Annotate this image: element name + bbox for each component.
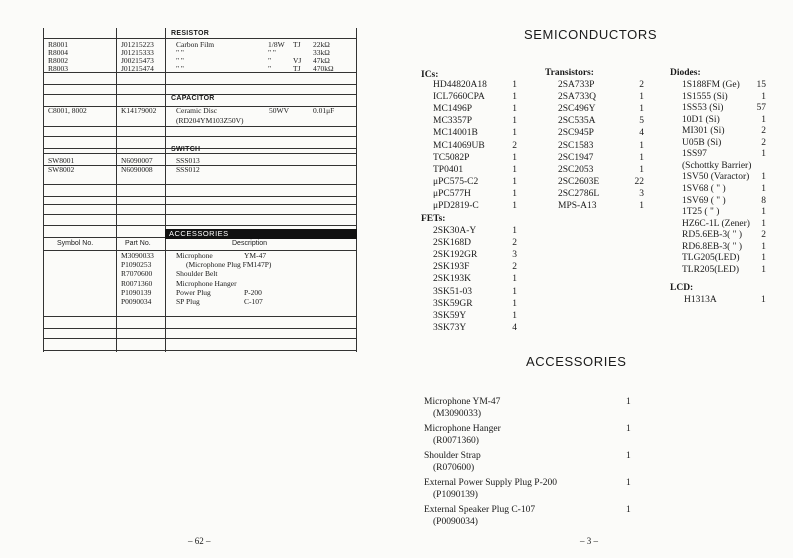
diode-item-qty: 2 (761, 126, 766, 137)
diode-item-name: HZ6C-1L (Zener) (682, 218, 750, 229)
col-part-header: Part No. (125, 240, 151, 247)
transistor-item-name: 2SC2603E (558, 176, 600, 187)
resistor-part: J01215474 (121, 64, 154, 73)
switch-heading: SWITCH (171, 146, 201, 153)
accessory-item-qty: 1 (626, 505, 631, 515)
diodes-heading: Diodes: (670, 68, 701, 78)
ic-item-name: MC14001B (433, 128, 478, 139)
diode-item-name: 10D1 (Si) (682, 114, 720, 125)
left-page-number: – 62 – (188, 536, 211, 546)
fet-item-name: 3SK51-03 (433, 286, 473, 297)
ic-item-name: MC1496P (433, 104, 473, 115)
capacitor-part: K14179002 (121, 106, 157, 115)
fet-item-name: 3SK73Y (433, 322, 467, 333)
diode-item-qty: 1 (761, 183, 766, 194)
resistor-symbol: R8004 (48, 48, 69, 57)
accessory-item-qty: 1 (626, 424, 631, 434)
transistor-item-name: 2SA733Q (558, 92, 597, 103)
accessories-title: ACCESSORIES (526, 354, 627, 369)
semiconductors-title: SEMICONDUCTORS (524, 27, 658, 42)
resistor-part: J00215473 (121, 56, 154, 65)
diode-item-qty: 1 (761, 253, 766, 264)
fet-item-name: 3SK59Y (433, 310, 467, 321)
diode-item-qty: 15 (756, 80, 766, 90)
lcd-heading: LCD: (670, 283, 694, 293)
transistor-item-name: 2SC535A (558, 116, 596, 127)
ic-item-name: MC14069UB (433, 140, 485, 151)
transistor-item-name: 2SC2786L (558, 188, 600, 199)
transistor-item-qty: 1 (639, 164, 644, 175)
diode-item-name: U05B (Si) (682, 137, 722, 148)
accessory-desc: SP Plug (176, 297, 200, 306)
transistor-item-name: 2SC945P (558, 128, 594, 139)
ic-item-name: μPD2819-C (433, 201, 479, 211)
resistor-desc: " " (176, 56, 184, 65)
accessory-model: YM-47 (244, 251, 267, 260)
accessory-part: M3090033 (121, 251, 154, 260)
transistor-item-name: MPS-A13 (558, 201, 597, 211)
diode-item-qty: 1 (761, 149, 766, 160)
diode-item-name: 1S188FM (Ge) (682, 80, 740, 90)
diode-item-qty: 1 (761, 241, 766, 252)
capacitor-desc-2: (RD204YM103Z50V) (176, 116, 244, 125)
resistor-tolerance: VJ (293, 56, 302, 65)
accessory-item-qty: 1 (626, 451, 631, 461)
diode-item-name: 1SV68 ( " ) (682, 183, 726, 194)
diode-item-qty: 8 (761, 195, 766, 206)
resistor-value: 47kΩ (313, 56, 330, 65)
resistor-part: J01215223 (121, 40, 154, 49)
diode-item-name: 1SS97 (682, 149, 707, 160)
diode-item-qty: 1 (761, 264, 766, 275)
transistor-item-qty: 3 (639, 188, 644, 199)
ic-item-qty: 1 (512, 152, 517, 163)
resistor-heading: RESISTOR (171, 30, 210, 37)
fet-item-qty: 4 (512, 322, 517, 333)
resistor-value: 22kΩ (313, 40, 330, 49)
fet-item-name: 2SK168D (433, 238, 472, 249)
accessory-part: P1090139 (121, 287, 152, 297)
transistor-item-qty: 1 (639, 92, 644, 103)
fet-item-name: 2SK193F (433, 262, 470, 273)
accessory-item-code: (P0090034) (433, 517, 478, 527)
capacitor-heading: CAPACITOR (171, 95, 215, 102)
ic-item-name: HD44820A18 (433, 80, 487, 90)
accessory-item-name: External Speaker Plug C-107 (424, 505, 536, 515)
diode-item-qty: 1 (761, 207, 766, 218)
diode-item-name: RD6.8EB-3( " ) (682, 241, 743, 252)
resistor-desc: " " (176, 64, 184, 73)
lcd-item-qty: 1 (761, 295, 766, 305)
transistors-heading: Transistors: (545, 68, 594, 78)
accessory-desc: Microphone Hanger (176, 278, 237, 288)
transistor-item-qty: 1 (639, 104, 644, 115)
accessory-item-name: Microphone YM-47 (424, 397, 501, 407)
diode-item-name: 1S1555 (Si) (682, 91, 728, 102)
accessory-part: P1090253 (121, 260, 152, 270)
ic-item-qty: 1 (512, 164, 517, 175)
resistor-tolerance: TJ (293, 40, 301, 49)
switch-part: N6090008 (121, 165, 153, 174)
accessory-item-name: Shoulder Strap (424, 451, 481, 461)
col-desc-header: Description (232, 240, 268, 247)
switch-desc: SSS013 (176, 156, 200, 165)
resistor-value: 33kΩ (313, 48, 330, 57)
transistor-item-qty: 5 (639, 116, 644, 127)
diode-item-name: RD5.6EB-3( " ) (682, 230, 743, 241)
transistor-item-qty: 2 (639, 80, 644, 90)
fet-item-qty: 1 (512, 298, 517, 309)
fet-item-qty: 2 (512, 262, 517, 273)
switch-symbol: SW8002 (48, 165, 75, 174)
diode-item-qty: 2 (761, 137, 766, 148)
ic-item-qty: 1 (512, 104, 517, 115)
switch-symbol: SW8001 (48, 156, 75, 165)
accessory-item-name: External Power Supply Plug P-200 (424, 478, 557, 488)
fet-item-name: 2SK30A-Y (433, 226, 477, 236)
transistor-item-qty: 1 (639, 152, 644, 163)
transistor-item-name: 2SC2053 (558, 164, 594, 175)
ic-item-qty: 1 (512, 80, 517, 90)
resistor-rating: " (268, 64, 272, 73)
fet-item-qty: 1 (512, 310, 517, 321)
accessory-model: P-200 (244, 287, 262, 297)
diode-item-name: 1SV69 ( " ) (682, 195, 726, 206)
diode-item-qty: 57 (756, 103, 766, 114)
diode-item-qty: 1 (761, 91, 766, 102)
accessory-item-qty: 1 (626, 397, 631, 407)
accessory-part: P0090034 (121, 297, 152, 306)
fet-item-name: 2SK192GR (433, 250, 478, 261)
diode-item-name: 1SV50 (Varactor) (682, 172, 750, 183)
diode-item-qty: 1 (761, 172, 766, 183)
accessory-model: C-107 (244, 297, 263, 306)
diode-item-name: (Schottky Barrier) (682, 160, 752, 171)
fet-item-qty: 1 (512, 286, 517, 297)
ics-heading: ICs: (421, 70, 439, 80)
fet-item-name: 2SK193K (433, 274, 472, 285)
diode-item-name: 1SS53 (Si) (682, 103, 724, 114)
ic-item-name: μPC575-C2 (433, 176, 479, 187)
fets-heading: FETs: (421, 214, 446, 224)
resistor-symbol: R8002 (48, 56, 69, 65)
ic-item-qty: 1 (512, 201, 517, 211)
accessory-item-code: (R070600) (433, 463, 475, 473)
col-symbol-header: Symbol No. (57, 240, 94, 247)
resistor-rating: 1/8W (268, 40, 285, 49)
accessory-item-name: Microphone Hanger (424, 424, 501, 434)
ic-item-name: MC3357P (433, 116, 473, 127)
transistor-item-qty: 1 (639, 201, 644, 211)
ic-item-qty: 1 (512, 128, 517, 139)
capacitor-desc: Ceramic Disc (176, 106, 218, 115)
ic-item-name: TP0401 (433, 164, 464, 175)
transistor-item-name: 2SC496Y (558, 104, 596, 115)
accessory-part: R0071360 (121, 278, 153, 288)
transistor-item-name: 2SC1583 (558, 140, 594, 151)
diode-item-name: TLG205(LED) (682, 253, 740, 264)
accessory-part: R7070600 (121, 269, 153, 279)
accessory-item-code: (M3090033) (433, 409, 482, 419)
transistor-item-qty: 1 (639, 140, 644, 151)
transistor-item-qty: 22 (634, 176, 644, 187)
fet-item-qty: 3 (512, 250, 517, 261)
ic-item-name: TC5082P (433, 152, 470, 163)
parts-table (43, 28, 357, 352)
resistor-symbol: R8003 (48, 64, 69, 73)
diode-item-name: 1T25 ( " ) (682, 207, 720, 218)
ic-item-qty: 1 (512, 116, 517, 127)
transistor-item-qty: 4 (639, 128, 644, 139)
resistor-desc: " " (176, 48, 184, 57)
capacitor-rating: 50WV (269, 106, 289, 115)
capacitor-symbol: C8001, 8002 (48, 106, 87, 115)
transistor-item-name: 2SC1947 (558, 152, 594, 163)
fet-item-qty: 2 (512, 238, 517, 249)
capacitor-value: 0.01μF (313, 106, 335, 115)
right-page-number: – 3 – (580, 536, 598, 546)
accessory-item-code: (P1090139) (433, 490, 478, 500)
ic-item-name: ICL7660CPA (433, 92, 485, 103)
switch-desc: SSS012 (176, 165, 200, 174)
accessory-desc: Power Plug (176, 287, 211, 297)
ic-item-qty: 2 (512, 140, 517, 151)
fet-item-name: 3SK59GR (433, 298, 473, 309)
accessory-desc: Microphone (176, 251, 213, 260)
transistor-item-name: 2SA733P (558, 80, 595, 90)
accessory-desc: Shoulder Belt (176, 269, 218, 279)
resistor-value: 470kΩ (313, 64, 334, 73)
resistor-rating: " (268, 56, 272, 65)
diode-item-qty: 1 (761, 114, 766, 125)
switch-part: N6090007 (121, 156, 153, 165)
resistor-rating: " " (268, 48, 276, 57)
diode-item-name: MI301 (Si) (682, 126, 725, 137)
diode-item-name: TLR205(LED) (682, 264, 739, 275)
fet-item-qty: 1 (512, 274, 517, 285)
ic-item-name: μPC577H (433, 188, 471, 199)
accessory-item-qty: 1 (626, 478, 631, 488)
resistor-part: J01215333 (121, 48, 154, 57)
ic-item-qty: 1 (512, 92, 517, 103)
diode-item-qty: 2 (761, 230, 766, 241)
accessory-item-code: (R0071360) (433, 436, 479, 446)
lcd-item-name: H1313A (684, 295, 717, 305)
fet-item-qty: 1 (512, 226, 517, 236)
accessories-heading-bar: ACCESSORIES (165, 229, 357, 239)
resistor-symbol: R8001 (48, 40, 69, 49)
ic-item-qty: 1 (512, 188, 517, 199)
resistor-tolerance: TJ (293, 64, 301, 73)
accessory-desc: (Microphone Plug FM147P) (186, 260, 272, 270)
resistor-desc: Carbon Film (176, 40, 215, 49)
diode-item-qty: 1 (761, 218, 766, 229)
ic-item-qty: 1 (512, 176, 517, 187)
